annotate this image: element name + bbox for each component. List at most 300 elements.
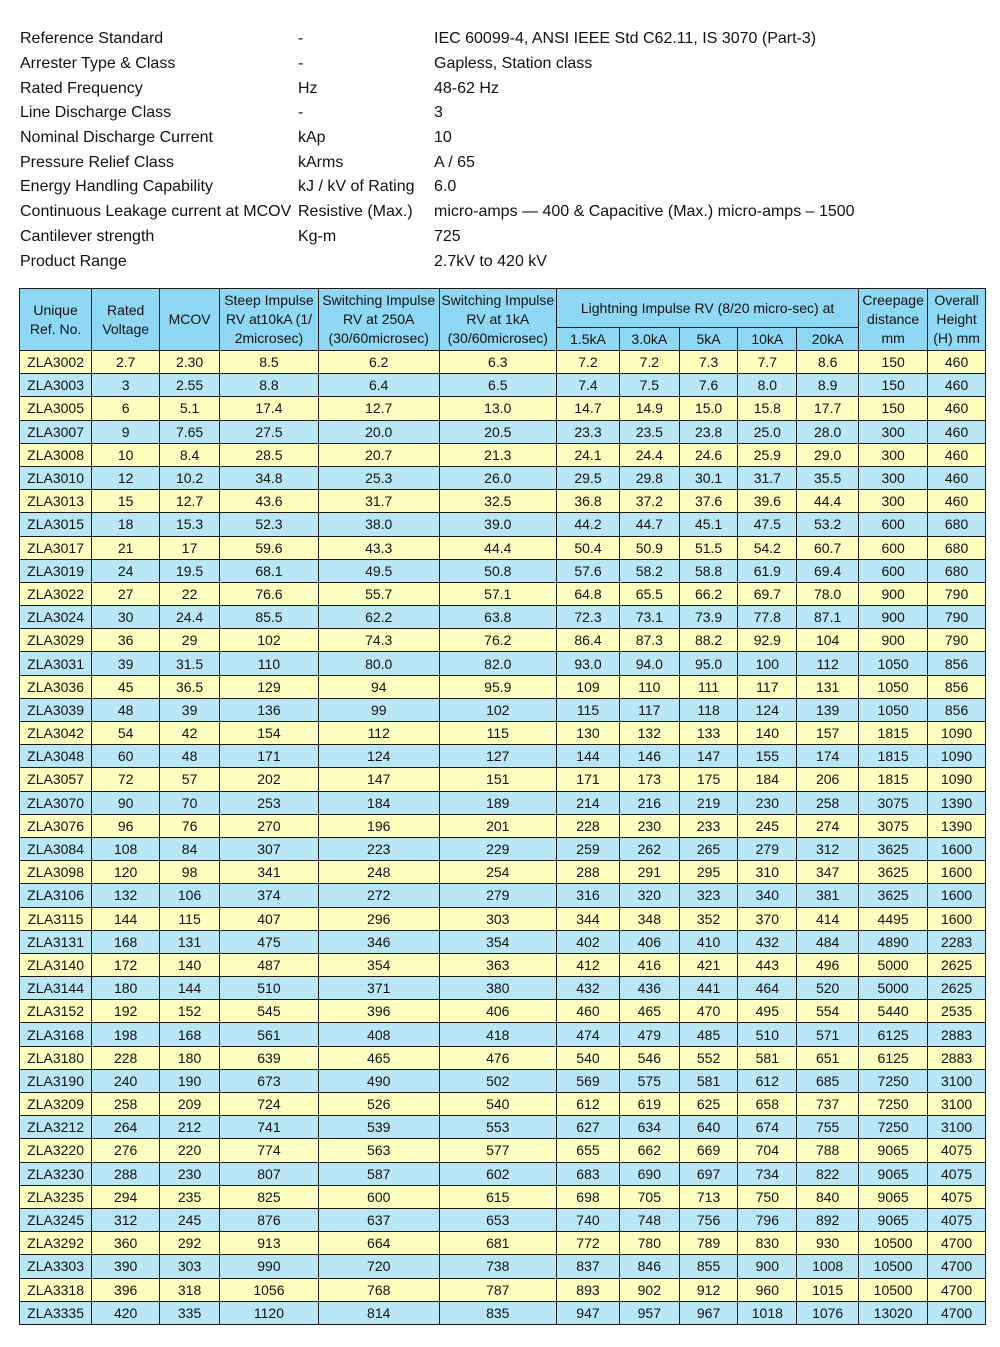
table-cell: 258 (92, 1093, 160, 1116)
table-cell: 414 (797, 907, 859, 930)
table-cell: 7.4 (557, 374, 620, 397)
table-cell: 6125 (859, 1023, 928, 1046)
table-cell: 152 (160, 1000, 220, 1023)
table-cell: 2883 (928, 1023, 986, 1046)
table-cell: 957 (619, 1301, 679, 1324)
header-ref-no: Unique Ref. No. (20, 289, 92, 351)
table-cell: ZLA3144 (20, 977, 92, 1000)
table-cell: 300 (859, 420, 928, 443)
table-cell: 627 (557, 1116, 620, 1139)
table-cell: 553 (439, 1116, 557, 1139)
table-cell: 48 (92, 698, 160, 721)
table-cell: 912 (679, 1278, 738, 1301)
table-cell: 460 (928, 374, 986, 397)
table-cell: 36.8 (557, 490, 620, 513)
table-cell: 856 (928, 675, 986, 698)
table-cell: 92.9 (738, 629, 797, 652)
table-cell: 3100 (928, 1093, 986, 1116)
table-cell: 49.5 (318, 559, 439, 582)
table-cell: 460 (928, 351, 986, 374)
table-cell: 27.5 (219, 420, 318, 443)
table-cell: 73.9 (679, 606, 738, 629)
table-cell: 87.3 (619, 629, 679, 652)
table-row (20, 1255, 986, 1278)
table-cell: 108 (92, 837, 160, 860)
table-cell: 20.7 (318, 443, 439, 466)
table-row (20, 536, 986, 559)
table-row (20, 1000, 986, 1023)
table-cell: 21.3 (439, 443, 557, 466)
table-cell: 474 (557, 1023, 620, 1046)
table-cell: ZLA3230 (20, 1162, 92, 1185)
table-cell: 1050 (859, 698, 928, 721)
table-cell: 3625 (859, 861, 928, 884)
table-cell: 363 (439, 953, 557, 976)
table-cell: 31.5 (160, 652, 220, 675)
table-cell: 7.2 (557, 351, 620, 374)
table-cell: 634 (619, 1116, 679, 1139)
table-cell: 3075 (859, 791, 928, 814)
table-cell: 228 (557, 814, 620, 837)
table-cell: 144 (160, 977, 220, 1000)
table-cell: 264 (92, 1116, 160, 1139)
table-cell: ZLA3115 (20, 907, 92, 930)
header-rated-voltage: Rated Voltage (92, 289, 160, 351)
table-cell: 44.4 (439, 536, 557, 559)
table-cell: ZLA3002 (20, 351, 92, 374)
table-cell: 192 (92, 1000, 160, 1023)
table-cell: 476 (439, 1046, 557, 1069)
table-cell: 45 (92, 675, 160, 698)
table-cell: 552 (679, 1046, 738, 1069)
table-cell: 45.1 (679, 513, 738, 536)
table-cell: 669 (679, 1139, 738, 1162)
table-cell: 840 (797, 1185, 859, 1208)
table-cell: 13020 (859, 1301, 928, 1324)
table-cell: 1090 (928, 745, 986, 768)
table-cell: 94.0 (619, 652, 679, 675)
table-cell: 569 (557, 1069, 620, 1092)
table-cell: 300 (859, 443, 928, 466)
table-cell: 155 (738, 745, 797, 768)
table-cell: 300 (859, 490, 928, 513)
table-cell: 540 (439, 1093, 557, 1116)
table-row (20, 1185, 986, 1208)
table-cell: 29.8 (619, 466, 679, 489)
table-cell: 600 (318, 1185, 439, 1208)
table-cell: 48 (160, 745, 220, 768)
table-cell: 14.9 (619, 397, 679, 420)
table-cell: 571 (797, 1023, 859, 1046)
table-row (20, 977, 986, 1000)
table-cell: 23.3 (557, 420, 620, 443)
table-cell: 1050 (859, 652, 928, 675)
table-cell: ZLA3029 (20, 629, 92, 652)
table-cell: 680 (928, 513, 986, 536)
table-cell: 561 (219, 1023, 318, 1046)
table-cell: 25.3 (318, 466, 439, 489)
table-cell: 6.5 (439, 374, 557, 397)
table-cell: 6125 (859, 1046, 928, 1069)
table-cell: 1390 (928, 791, 986, 814)
table-cell: 788 (797, 1139, 859, 1162)
table-cell: 4495 (859, 907, 928, 930)
table-cell: 253 (219, 791, 318, 814)
table-cell: ZLA3022 (20, 582, 92, 605)
table-cell: 410 (679, 930, 738, 953)
table-body (20, 351, 986, 1325)
table-cell: 432 (557, 977, 620, 1000)
table-cell: 80.0 (318, 652, 439, 675)
table-cell: 902 (619, 1278, 679, 1301)
table-cell: 674 (738, 1116, 797, 1139)
table-cell: 120 (92, 861, 160, 884)
table-cell: 76.2 (439, 629, 557, 652)
table-cell: 900 (859, 629, 928, 652)
spec-unit: Resistive (Max.) (298, 203, 413, 221)
table-cell: 510 (219, 977, 318, 1000)
table-cell: 526 (318, 1093, 439, 1116)
header-li-5ka: 5kA (679, 328, 738, 351)
header-li-10ka: 10kA (738, 328, 797, 351)
table-cell: 69.4 (797, 559, 859, 582)
table-cell: 189 (439, 791, 557, 814)
table-cell: 233 (679, 814, 738, 837)
table-cell: 790 (928, 606, 986, 629)
table-cell: 893 (557, 1278, 620, 1301)
table-cell: 600 (859, 559, 928, 582)
table-cell: 310 (738, 861, 797, 884)
table-cell: 9065 (859, 1139, 928, 1162)
spec-value: 725 (434, 227, 461, 245)
table-cell: 130 (557, 722, 620, 745)
table-cell: 90 (92, 791, 160, 814)
table-cell: 32.5 (439, 490, 557, 513)
table-cell: 381 (797, 884, 859, 907)
table-cell: 245 (738, 814, 797, 837)
table-cell: 220 (160, 1139, 220, 1162)
table-cell: 24.6 (679, 443, 738, 466)
table-cell: 416 (619, 953, 679, 976)
table-cell: 2.30 (160, 351, 220, 374)
table-cell: 146 (619, 745, 679, 768)
table-cell: 76.6 (219, 582, 318, 605)
table-cell: 484 (797, 930, 859, 953)
spec-label: Continuous Leakage current at MCOV (20, 203, 292, 221)
table-row (20, 490, 986, 513)
table-cell: 212 (160, 1116, 220, 1139)
spec-row (20, 52, 980, 77)
table-cell: 27 (92, 582, 160, 605)
table-cell: 546 (619, 1046, 679, 1069)
table-cell: 460 (557, 1000, 620, 1023)
table-cell: 51.5 (679, 536, 738, 559)
table-cell: 57 (160, 768, 220, 791)
table-cell: 789 (679, 1232, 738, 1255)
table-cell: 602 (439, 1162, 557, 1185)
table-cell: 510 (738, 1023, 797, 1046)
table-cell: 104 (797, 629, 859, 652)
table-cell: 20.5 (439, 420, 557, 443)
table-cell: 600 (859, 513, 928, 536)
table-cell: 655 (557, 1139, 620, 1162)
table-cell: 22 (160, 582, 220, 605)
table-cell: 147 (679, 745, 738, 768)
table-cell: 127 (439, 745, 557, 768)
table-cell: 346 (318, 930, 439, 953)
table-cell: ZLA3318 (20, 1278, 92, 1301)
table-cell: 198 (92, 1023, 160, 1046)
table-cell: 316 (557, 884, 620, 907)
table-cell: 639 (219, 1046, 318, 1069)
table-cell: 856 (928, 652, 986, 675)
table-cell: 563 (318, 1139, 439, 1162)
table-cell: ZLA3180 (20, 1046, 92, 1069)
spec-row (20, 225, 980, 250)
table-cell: 900 (738, 1255, 797, 1278)
table-cell: ZLA3017 (20, 536, 92, 559)
table-cell: 39.6 (738, 490, 797, 513)
table-cell: 88.2 (679, 629, 738, 652)
table-cell: 1815 (859, 745, 928, 768)
spec-value: A / 65 (434, 153, 475, 171)
table-cell: 341 (219, 861, 318, 884)
table-cell: 1015 (797, 1278, 859, 1301)
table-cell: 344 (557, 907, 620, 930)
table-cell: 2883 (928, 1046, 986, 1069)
table-cell: 487 (219, 953, 318, 976)
table-row (20, 1046, 986, 1069)
table-cell: 673 (219, 1069, 318, 1092)
table-cell: 110 (219, 652, 318, 675)
table-cell: 755 (797, 1116, 859, 1139)
table-cell: 172 (92, 953, 160, 976)
table-cell: 150 (859, 397, 928, 420)
spec-unit: - (298, 30, 304, 48)
table-cell: 52.3 (219, 513, 318, 536)
table-cell: 698 (557, 1185, 620, 1208)
table-cell: 96 (92, 814, 160, 837)
table-cell: 3075 (859, 814, 928, 837)
table-cell: 396 (318, 1000, 439, 1023)
table-cell: ZLA3220 (20, 1139, 92, 1162)
table-cell: 371 (318, 977, 439, 1000)
table-cell: 295 (679, 861, 738, 884)
table-cell: 913 (219, 1232, 318, 1255)
table-cell: 24.1 (557, 443, 620, 466)
table-cell: 86.4 (557, 629, 620, 652)
table-cell: 18 (92, 513, 160, 536)
table-cell: ZLA3245 (20, 1208, 92, 1231)
table-cell: 960 (738, 1278, 797, 1301)
spec-label: Nominal Discharge Current (20, 129, 213, 147)
table-cell: 7250 (859, 1116, 928, 1139)
table-cell: 464 (738, 977, 797, 1000)
table-cell: 43.3 (318, 536, 439, 559)
table-cell: 465 (619, 1000, 679, 1023)
table-cell: 1018 (738, 1301, 797, 1324)
table-cell: 738 (439, 1255, 557, 1278)
table-cell: 685 (797, 1069, 859, 1092)
table-cell: 900 (859, 582, 928, 605)
table-cell: 1815 (859, 722, 928, 745)
table-cell: 10500 (859, 1232, 928, 1255)
table-cell: 12.7 (160, 490, 220, 513)
table-cell: ZLA3303 (20, 1255, 92, 1278)
table-cell: 39 (160, 698, 220, 721)
table-row (20, 745, 986, 768)
table-row (20, 652, 986, 675)
table-cell: 14.7 (557, 397, 620, 420)
table-cell: 279 (439, 884, 557, 907)
table-cell: 39.0 (439, 513, 557, 536)
spec-value: 3 (434, 104, 443, 122)
table-cell: 10.2 (160, 466, 220, 489)
table-cell: 180 (92, 977, 160, 1000)
table-cell: 432 (738, 930, 797, 953)
table-cell: 3625 (859, 837, 928, 860)
table-cell: 460 (928, 397, 986, 420)
table-cell: 174 (797, 745, 859, 768)
table-cell: 87.1 (797, 606, 859, 629)
table-cell: 4890 (859, 930, 928, 953)
spec-unit: kArms (298, 153, 344, 171)
table-cell: 136 (219, 698, 318, 721)
table-cell: 15.0 (679, 397, 738, 420)
table-cell: 420 (92, 1301, 160, 1324)
table-row (20, 814, 986, 837)
table-cell: 876 (219, 1208, 318, 1231)
table-cell: 619 (619, 1093, 679, 1116)
table-cell: 58.8 (679, 559, 738, 582)
table-cell: ZLA3039 (20, 698, 92, 721)
table-cell: 20.0 (318, 420, 439, 443)
table-cell: 4075 (928, 1208, 986, 1231)
table-cell: 131 (160, 930, 220, 953)
table-cell: 36.5 (160, 675, 220, 698)
table-cell: 774 (219, 1139, 318, 1162)
table-cell: 495 (738, 1000, 797, 1023)
table-cell: ZLA3190 (20, 1069, 92, 1092)
table-cell: 17 (160, 536, 220, 559)
table-cell: 129 (219, 675, 318, 698)
table-cell: 741 (219, 1116, 318, 1139)
table-cell: 68.1 (219, 559, 318, 582)
spec-row (20, 126, 980, 151)
table-cell: ZLA3024 (20, 606, 92, 629)
spec-value: 48-62 Hz (434, 79, 499, 97)
table-cell: 150 (859, 374, 928, 397)
table-cell: 29.5 (557, 466, 620, 489)
table-cell: 10500 (859, 1278, 928, 1301)
table-cell: 254 (439, 861, 557, 884)
table-cell: 29 (160, 629, 220, 652)
table-cell: 724 (219, 1093, 318, 1116)
table-cell: 54.2 (738, 536, 797, 559)
table-cell: 31.7 (318, 490, 439, 513)
spec-row (20, 175, 980, 200)
table-cell: 720 (318, 1255, 439, 1278)
table-cell: 662 (619, 1139, 679, 1162)
table-cell: 60 (92, 745, 160, 768)
table-cell: 78.0 (797, 582, 859, 605)
table-cell: 577 (439, 1139, 557, 1162)
table-row (20, 698, 986, 721)
spec-value: micro-amps — 400 & Capacitive (Max.) micro-amps – 1500 (434, 203, 855, 221)
header-overall-height: Overall Height (H) mm (928, 289, 986, 351)
table-cell: ZLA3005 (20, 397, 92, 420)
table-cell: 168 (160, 1023, 220, 1046)
table-row (20, 1093, 986, 1116)
table-cell: 235 (160, 1185, 220, 1208)
table-cell: 93.0 (557, 652, 620, 675)
table-cell: 294 (92, 1185, 160, 1208)
table-cell: 658 (738, 1093, 797, 1116)
table-cell: 109 (557, 675, 620, 698)
table-row (20, 907, 986, 930)
table-row (20, 420, 986, 443)
spec-row (20, 76, 980, 101)
table-cell: 23.8 (679, 420, 738, 443)
table-cell: 1050 (859, 675, 928, 698)
table-cell: 485 (679, 1023, 738, 1046)
table-cell: ZLA3235 (20, 1185, 92, 1208)
table-cell: 131 (797, 675, 859, 698)
table-cell: 230 (738, 791, 797, 814)
table-cell: 202 (219, 768, 318, 791)
table-cell: 259 (557, 837, 620, 860)
table-cell: 947 (557, 1301, 620, 1324)
table-cell: 19.5 (160, 559, 220, 582)
table-cell: 520 (797, 977, 859, 1000)
table-cell: 270 (219, 814, 318, 837)
table-cell: 370 (738, 907, 797, 930)
table-cell: ZLA3019 (20, 559, 92, 582)
table-cell: 312 (797, 837, 859, 860)
table-cell: 625 (679, 1093, 738, 1116)
table-cell: 406 (439, 1000, 557, 1023)
table-row (20, 953, 986, 976)
header-switching-1ka: Switching Impulse RV at 1kA (30/60microsec) (439, 289, 557, 351)
table-cell: 825 (219, 1185, 318, 1208)
table-cell: 892 (797, 1208, 859, 1231)
table-cell: 44.4 (797, 490, 859, 513)
table-cell: 704 (738, 1139, 797, 1162)
table-cell: 856 (928, 698, 986, 721)
table-cell: 2625 (928, 953, 986, 976)
table-cell: 653 (439, 1208, 557, 1231)
table-cell: ZLA3008 (20, 443, 92, 466)
table-cell: 118 (679, 698, 738, 721)
table-cell: 421 (679, 953, 738, 976)
spec-value: IEC 60099-4, ANSI IEEE Std C62.11, IS 3070 (Part-3) (434, 30, 817, 48)
table-cell: 554 (797, 1000, 859, 1023)
table-cell: 94 (318, 675, 439, 698)
table-cell: 705 (619, 1185, 679, 1208)
table-cell: ZLA3057 (20, 768, 92, 791)
table-cell: 73.1 (619, 606, 679, 629)
table-row (20, 513, 986, 536)
table-cell: 737 (797, 1093, 859, 1116)
table-cell: ZLA3106 (20, 884, 92, 907)
table-cell: 154 (219, 722, 318, 745)
table-row (20, 1232, 986, 1255)
table-row (20, 1139, 986, 1162)
table-cell: 61.9 (738, 559, 797, 582)
table-cell: 2535 (928, 1000, 986, 1023)
table-cell: 1600 (928, 884, 986, 907)
table-cell: 651 (797, 1046, 859, 1069)
